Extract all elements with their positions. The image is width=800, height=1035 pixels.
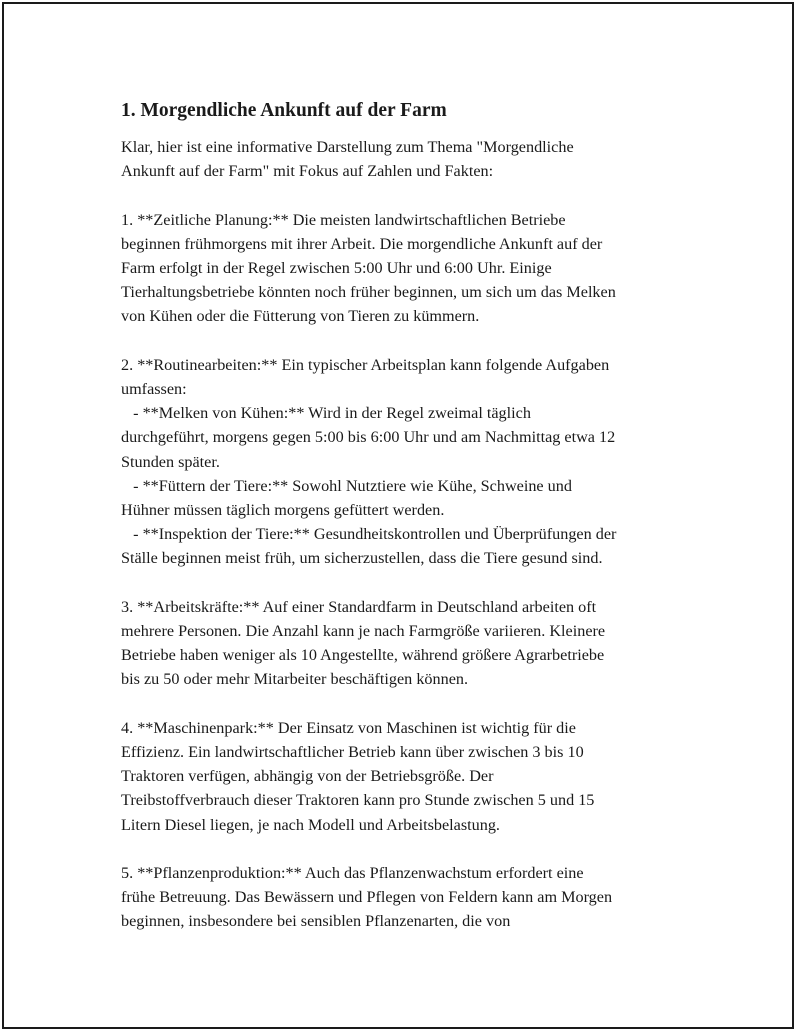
text-line: umfassen: bbox=[121, 380, 187, 398]
text-line: durchgeführt, morgens gegen 5:00 bis 6:00 Uhr und am Nachmittag etwa 12 bbox=[121, 428, 616, 447]
text-line: mehrere Personen. Die Anzahl kann je nach Farmgröße variieren. Kleinere bbox=[121, 622, 606, 641]
paragraph-zeitliche-planung bbox=[121, 208, 701, 329]
page-title: 1. Morgendliche Ankunft auf der Farm bbox=[121, 100, 447, 121]
text-line: beginnen frühmorgens mit ihrer Arbeit. Die morgendliche Ankunft auf der bbox=[121, 234, 603, 253]
text-line: Stunden später. bbox=[121, 452, 220, 471]
paragraph-intro bbox=[121, 135, 701, 183]
text-line: - **Füttern der Tiere:** Sowohl Nutztiere wie Kühe, Schweine und bbox=[121, 476, 572, 495]
text-line: bis zu 50 oder mehr Mitarbeiter beschäftigen können. bbox=[121, 670, 469, 689]
paragraph-routinearbeiten bbox=[121, 353, 701, 571]
text-line: Klar, hier ist eine informative Darstellung zum Thema "Morgendliche bbox=[121, 138, 574, 156]
text-line: frühe Betreuung. Das Bewässern und Pflegen von Feldern kann am Morgen bbox=[121, 888, 613, 907]
text-line: Betriebe haben weniger als 10 Angestellte, während größere Agrarbetriebe bbox=[121, 646, 605, 665]
text-line: - **Inspektion der Tiere:** Gesundheitskontrollen und Überprüfungen der bbox=[121, 525, 617, 544]
text-line: Traktoren verfügen, abhängig von der Betriebsgröße. Der bbox=[121, 767, 494, 786]
text-line: 5. **Pflanzenproduktion:** Auch das Pflanzenwachstum erfordert eine bbox=[121, 864, 584, 883]
text-line: beginnen, insbesondere bei sensiblen Pflanzenarten, die von bbox=[121, 912, 511, 931]
text-line: von Kühen oder die Fütterung von Tieren zu kümmern. bbox=[121, 307, 480, 326]
text-line: Farm erfolgt in der Regel zwischen 5:00 Uhr und 6:00 Uhr. Einige bbox=[121, 259, 552, 277]
text-line: Hühner müssen täglich morgens gefüttert werden. bbox=[121, 501, 445, 520]
text-line: Tierhaltungsbetriebe könnten noch früher beginnen, um sich um das Melken bbox=[121, 283, 616, 302]
text-line: 2. **Routinearbeiten:** Ein typischer Arbeitsplan kann folgende Aufgaben bbox=[121, 355, 610, 374]
paragraph-arbeitskraefte bbox=[121, 595, 701, 692]
text-line: Ankunft auf der Farm" mit Fokus auf Zahlen und Fakten: bbox=[121, 162, 494, 181]
text-line: Effizienz. Ein landwirtschaftlicher Betrieb kann über zwischen 3 bis 10 bbox=[121, 743, 584, 762]
text-line: - **Melken von Kühen:** Wird in der Regel zweimal täglich bbox=[121, 404, 531, 423]
text-line: Ställe beginnen meist früh, um sicherzustellen, dass die Tiere gesund sind. bbox=[121, 549, 603, 568]
paragraph-pflanzenproduktion bbox=[121, 861, 701, 934]
text-line: 4. **Maschinenpark:** Der Einsatz von Maschinen ist wichtig für die bbox=[121, 718, 576, 737]
page-frame bbox=[2, 2, 794, 1029]
document-body bbox=[121, 98, 701, 958]
text-line: 1. **Zeitliche Planung:** Die meisten landwirtschaftlichen Betriebe bbox=[121, 210, 566, 229]
paragraph-maschinenpark bbox=[121, 716, 701, 837]
text-line: 3. **Arbeitskräfte:** Auf einer Standardfarm in Deutschland arbeiten oft bbox=[121, 597, 597, 616]
text-line: Treibstoffverbrauch dieser Traktoren kann pro Stunde zwischen 5 und 15 bbox=[121, 791, 595, 810]
text-line: Litern Diesel liegen, je nach Modell und Arbeitsbelastung. bbox=[121, 815, 500, 834]
